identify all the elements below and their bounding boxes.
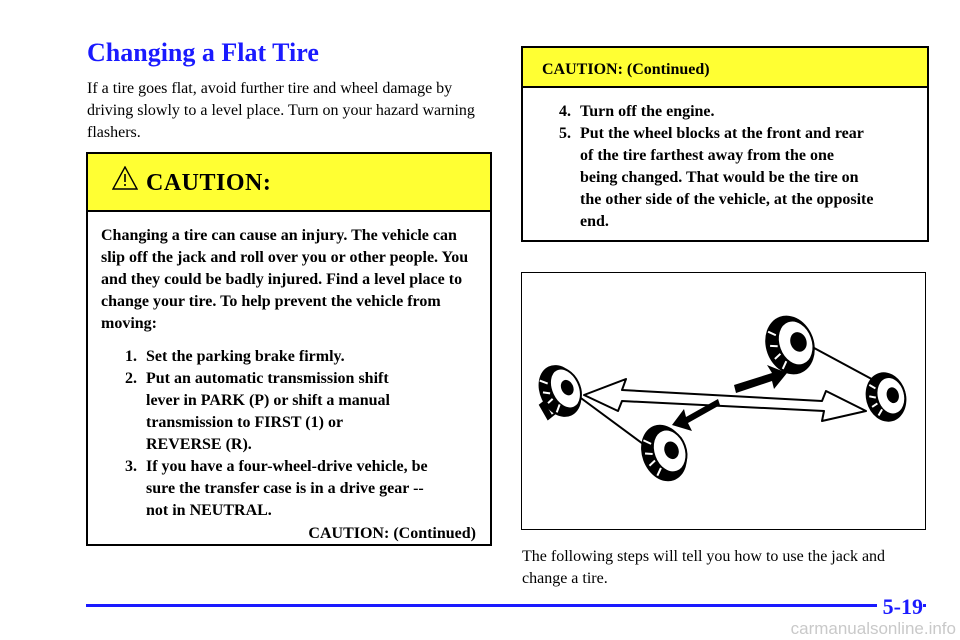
step-text: Put the wheel blocks at the front and rear of the tire farthest away from the one being changed. That would be the tire on the other side of the vehicle, at the opposite end. <box>580 125 874 230</box>
step-text: If you have a four-wheel-drive vehicle, be sure the transfer case is in a drive gear -- not in NEUTRAL. <box>146 458 428 519</box>
caution-steps <box>125 346 476 522</box>
wheel-blocks-figure <box>521 272 926 530</box>
step-number: 2. <box>125 370 137 387</box>
caution-box <box>86 152 492 546</box>
step-number: 5. <box>559 125 571 142</box>
caution-step <box>125 368 476 456</box>
step-text: Put an automatic transmission shift lever in PARK (P) or shift a manual transmission to FIRST (1) or REVERSE (R). <box>146 370 390 453</box>
caution-step <box>125 456 476 522</box>
caution-body <box>88 212 490 545</box>
footer-rule <box>86 604 926 607</box>
caution-step <box>559 101 927 123</box>
intro-paragraph: If a tire goes flat, avoid further tire and wheel damage by driving slowly to a level place. Turn on your hazard warning flashers. <box>87 80 475 141</box>
step-number: 4. <box>559 103 571 120</box>
caution-continued-label: CAUTION: (Continued) <box>308 525 476 542</box>
bottom-paragraph: The following steps will tell you how to use the jack and change a tire. <box>522 548 886 587</box>
caution-title: CAUTION: <box>146 170 272 196</box>
page-heading: Changing a Flat Tire <box>87 38 319 67</box>
caution-step <box>125 346 476 368</box>
wheel-blocks-diagram-icon <box>522 273 924 528</box>
step-text: Set the parking brake firmly. <box>146 348 345 365</box>
watermark: carmanualsonline.info <box>790 619 956 638</box>
caution-step <box>559 123 927 233</box>
caution-text: Changing a tire can cause an injury. The vehicle can slip off the jack and roll over you or other people. You and they could be badly injured. Find a level place to change your tire. To help prevent the vehicle from moving: <box>101 227 469 332</box>
caution-continued-steps <box>559 101 927 233</box>
step-number: 3. <box>125 458 137 475</box>
step-text: Turn off the engine. <box>580 103 715 120</box>
caution-header <box>88 154 490 212</box>
warning-triangle-icon <box>112 166 138 195</box>
caution-continued-header: CAUTION: (Continued) <box>523 48 927 88</box>
page-number: 5-19 <box>877 594 923 620</box>
step-number: 1. <box>125 348 137 365</box>
caution-continued-box <box>521 46 929 242</box>
